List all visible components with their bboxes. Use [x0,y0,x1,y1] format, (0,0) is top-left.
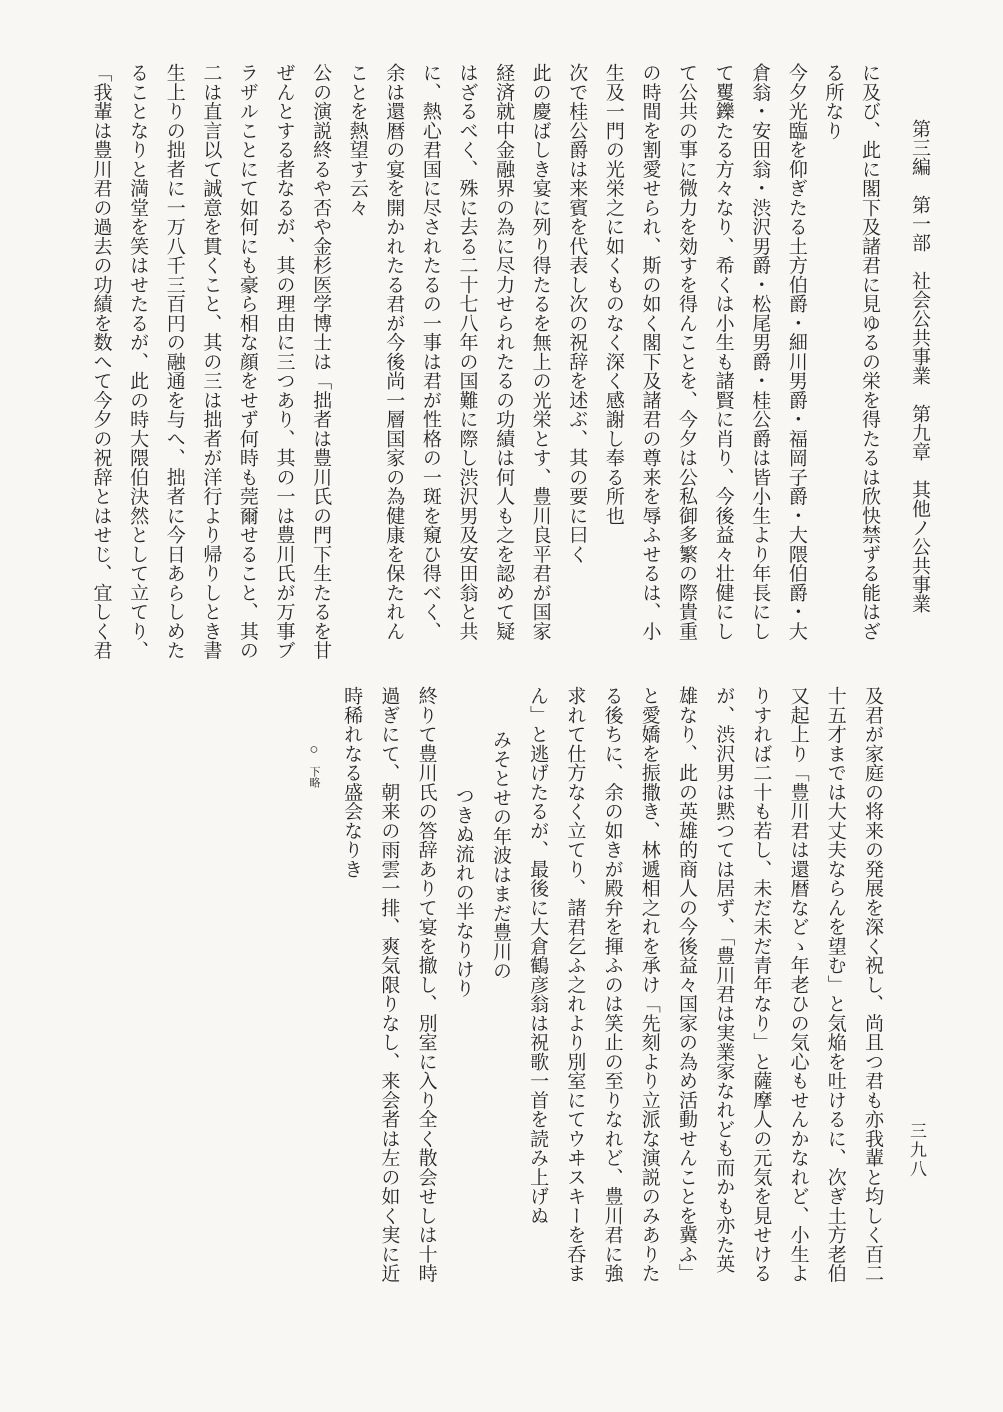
poem-line-upper: みそとせの年波はまだ豊川の [489,730,511,981]
text-line: 十五才までは大丈夫ならんを望む」と気焔を吐けるに、次ぎ土方老伯 [824,686,846,1283]
text-line: に、熱心君国に尽されたるの一事は君が性格の一斑を窺ひ得べく、 [419,63,441,641]
text-line: ん」と逃げたるが、最後に大倉鶴彦翁は祝歌一首を読み上げぬ [527,686,549,1225]
text-line: 公の演説終るや否や金杉医学博士は「拙者は豊川氏の門下生たるを甘 [310,63,332,660]
text-line: はざるべく、殊に去る二十七八年の国難に際し渋沢男及安田翁と共 [456,63,478,641]
text-line: て矍鑠たる方々なり、希くは小生も諸賢に肖り、今後益々壮健にし [712,63,734,641]
text-line: 又起上り「豊川君は還暦などゝ年老ひの気心もせんかなれど、小生よ [787,686,809,1283]
text-line: 求れて仕方なく立てり、諸君乞ふ之れより別室にてウヰスキーを呑ま [564,686,586,1283]
omission-note [295,686,333,1311]
text-line: て公共の事に微力を効すを得んことを、今夕は公私御多繁の際貴重 [676,63,698,641]
text-line: 経済就中金融界の為に尽力せられたるの功績は何人も之を認めて疑 [493,63,515,641]
text-line: 今夕光臨を仰ぎたる土方伯爵・細川男爵・福岡子爵・大隈伯爵・大 [785,63,807,641]
circle-mark: ○ [305,742,322,759]
text-line: ラザルことにて如何にも豪ら相な顔をせず何時も莞爾せること、其の [236,63,258,660]
text-line: と愛嬌を振撒き、林遞相之れを承け「先刻より立派な演説のみありた [638,686,660,1283]
text-line: に及び、此に閣下及諸君に見ゆるの栄を得たるは欣快禁ずる能はざ [859,63,880,641]
text-line: る後ちに、余の如きが殿弁を揮ふのは笑止の至りなれど、豊川君に強 [601,686,623,1283]
text-line: りすれば二十も若し、未だ未だ青年なり」と薩摩人の元気を見せける [750,686,772,1283]
text-line: 雄なり、此の英雄的商人の今後益々国家の為め活動せんことを冀ふ」 [675,686,697,1283]
text-line: ことを熱望す云々 [346,63,368,217]
bottom-text-block [295,686,891,1311]
text-line: る所なり [822,63,844,140]
text-line: 生上りの拙者に一万八千三百円の融通を与へ、拙者に今日あらしめた [163,63,185,660]
poem-line-lower: つきぬ流れの半なりけり [452,786,474,998]
text-line: ることなりと満堂を笑はせたるが、此の時大隈伯決然として立てり、 [127,63,149,660]
omission-note-label: 下略 [307,766,320,789]
text-line: 及君が家庭の将来の発展を深く祝し、尚且つ君も亦我輩と均しく百二 [862,686,883,1283]
text-line: の時間を割愛せられ、斯の如く閣下及諸君の尊来を辱ふせるは、小 [639,63,661,641]
top-text-block [82,63,887,688]
text-line: 終りて豊川氏の答辞ありて宴を撤し、別室に入り全く散会せしは十時 [415,686,437,1283]
text-line: 過ぎにて、朝来の雨雲一排、爽気限りなし、来会者は左の如く実に近 [378,686,400,1283]
text-line: 此の慶ばしき宴に列り得たるを無上の光栄とす、豊川良平君が国家 [529,63,551,641]
text-line: ぜんとする者なるが、其の理由に三つあり、其の一は豊川氏が万事ブ [273,63,295,660]
page-number: 三九八 [907,1122,926,1179]
text-line: が、渋沢男は黙つては居ず、「豊川君は実業家なれども而かも亦た英 [713,686,735,1274]
text-line: 余は還暦の宴を開かれたる君が今後尚一層国家の為健康を保たれん [383,63,405,641]
text-line: 次で桂公爵は来賓を代表し次の祝辞を述ぶ、其の要に曰く [566,63,588,564]
text-line: 「我輩は豊川君の過去の功績を数へて今夕の祝辞とはせじ、宜しく君 [90,63,112,660]
text-line: 二は直言以て誠意を貫くこと、其の三は拙者が洋行より帰りしとき書 [200,63,222,660]
text-line: 生及一門の光栄之に如くものなく深く感謝し奉る所也 [602,63,624,525]
text-line: 倉翁・安田翁・渋沢男爵・松尾男爵・桂公爵は皆小生より年長にし [749,63,771,641]
text-line: 時稀れなる盛会なりき [341,686,363,879]
chapter-header: 第三編 第一部 社会公共事業 第九章 其他ノ公共事業 [909,119,930,613]
